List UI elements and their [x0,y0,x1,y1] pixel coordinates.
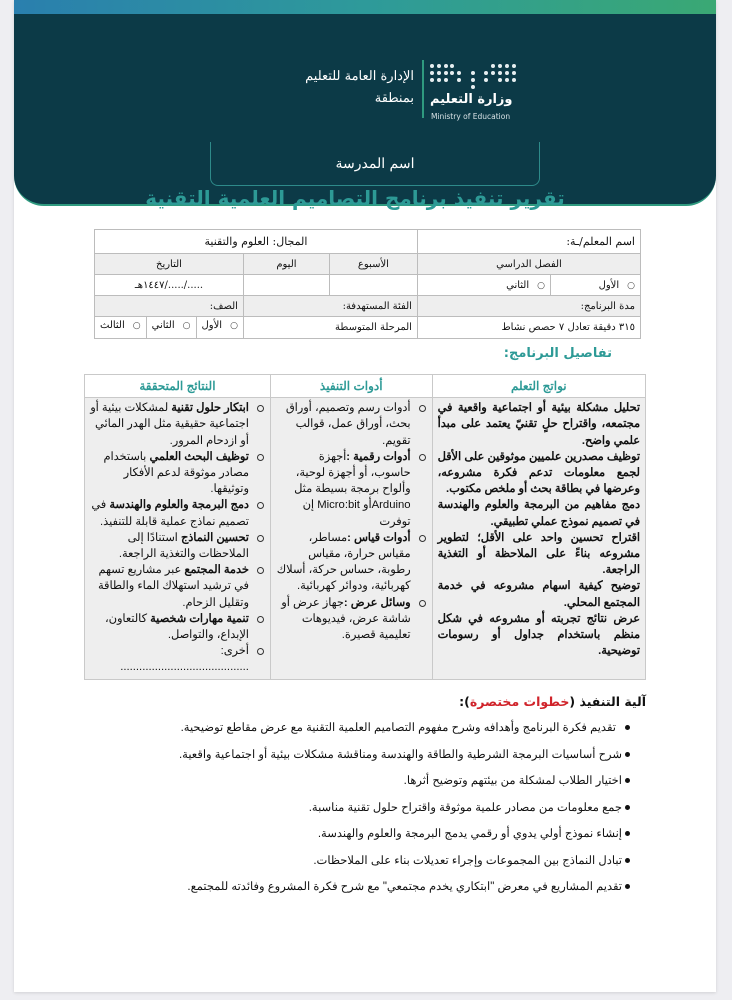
radio-icon[interactable]: ○ [182,321,191,331]
radio-icon[interactable]: ○ [537,280,545,291]
week-header: الأسبوع [329,254,417,275]
step-item [160,720,630,747]
semester-option-first[interactable] [551,275,641,296]
tools-list [276,400,427,643]
ministry-name-en: Ministry of Education [431,112,511,121]
logo-dots-icon [430,64,520,94]
target-value: المرحلة المتوسطة [243,317,417,339]
result-text: في تصميم نماذج عملية قابلة للتنفيذ. [91,499,249,528]
teacher-label: اسم المعلم/ـة: [566,235,635,248]
tool-text: أجهزة حاسوب، أو أجهزة لوحية، وألواح برمجة بسيطة مثل Arduinoأو Micro:bit إن توفرت [294,450,411,528]
logo-dot [484,71,488,75]
admin-line-1: الإدارة العامة للتعليم [305,69,414,84]
target-header: الفئة المستهدفة: [243,296,417,317]
logo-dot [437,78,441,82]
ministry-logo [414,50,524,130]
logo-dot [512,78,516,82]
result-lead: تحسين النماذج [180,531,249,544]
date-field[interactable]: ...../...../١٤٤٧هـ [95,275,244,296]
details-section-title: تفاصيل البرنامج: [503,346,612,361]
radio-icon[interactable]: ○ [627,280,635,291]
result-item-other[interactable] [90,643,265,675]
date-header: التاريخ [95,254,244,275]
step-text: إنشاء نموذج أولي يدوي أو رقمي يدمج البرمجة والعلوم والهندسة. [317,828,622,840]
radio-icon[interactable]: ○ [230,321,238,331]
result-item[interactable] [90,400,265,449]
outcome-item: تحليل مشكلة بيئية أو اجتماعية واقعية في مجتمعه، واقتراح حلٍ تقنيّ يعتمد على مبدأ علمي واضح. [437,402,640,447]
outcome-item: توضيح كيفية اسهام مشروعه في خدمة المجتمع المحلي. [437,580,640,609]
step-text: تقديم فكرة البرنامج وأهدافه وشرح مفهوم التصاميم العلمية التقنية مع عرض مقاطع توضيحية. [180,722,616,734]
result-item[interactable] [90,497,265,529]
step-item [160,826,630,853]
logo-dot [484,78,488,82]
step-item [160,773,630,800]
domain-cell [95,230,418,254]
logo-dot [512,71,516,75]
tool-item [276,400,427,449]
outcome-item: اقتراح تحسين واحد على الأقل؛ لتطوير مشروعه بناءً على الملاحظة أو التغذية الراجعة. [437,531,640,577]
bullet-icon [625,831,630,836]
result-lead: خدمة المجتمع [184,564,249,577]
result-lead: تنمية مهارات شخصية [150,612,249,625]
tool-lead: وسائل عرض : [343,596,411,609]
day-header: اليوم [243,254,329,275]
grade-option-label: الثاني [151,320,175,331]
logo-dot [471,78,475,82]
outcomes-cell [432,398,645,679]
step-item [160,800,630,827]
grade-option-label: الأول [201,320,223,331]
bullet-icon [625,725,630,730]
bullet-icon [625,752,630,757]
tools-header: أدوات التنفيذ [270,375,432,398]
ministry-name-ar: وزارة التعليم [430,92,513,107]
page-header [14,14,716,206]
tool-item [276,449,427,530]
tool-item [276,595,427,644]
program-details-table [84,374,646,680]
bullet-icon [625,858,630,863]
teacher-name-field[interactable] [417,230,640,254]
logo-dot [498,64,502,68]
logo-dot [444,78,448,82]
logo-dot [450,71,454,75]
logo-dot [457,78,461,82]
semester-option-label: الأول [598,279,620,291]
top-gradient-strip [14,0,716,14]
results-list [90,400,265,675]
duration-value: ٣١٥ دقيقة تعادل ٧ حصص نشاط [417,317,640,339]
logo-dot [437,64,441,68]
results-header: النتائج المتحققة [85,375,271,398]
logo-dot [505,64,509,68]
step-text: تقديم المشاريع في معرض "ابتكاري يخدم مجتمعي" مع شرح فكرة المشروع وفائدته للمجتمع. [187,881,622,893]
outcomes-list [438,400,640,659]
logo-dot [505,78,509,82]
tool-text: أدوات رسم وتصميم، أوراق بحث، أوراق عمل، قوالب تقويم. [285,402,411,447]
logo-dot [430,64,434,68]
day-field[interactable] [243,275,329,296]
result-item[interactable] [90,611,265,643]
tool-text: جهاز عرض أو شاشة عرض، فيديوهات تعليمية قصيرة. [281,596,411,642]
result-lead: دمج البرمجة والعلوم والهندسة [109,499,249,512]
school-name-box[interactable]: اسم المدرسة [210,142,540,186]
result-item[interactable] [90,449,265,498]
duration-header: مدة البرنامج: [417,296,640,317]
steps-title-suffix: ): [459,694,470,709]
step-text: اختيار الطلاب لمشكلة من بيئتهم وتوضيح أثرها. [403,775,622,787]
logo-dot [498,78,502,82]
logo-dot [491,71,495,75]
outcome-item: دمج مفاهيم من البرمجة والعلوم والهندسة في تصميم نموذج عملي تطبيقي. [437,499,640,528]
result-lead: توظيف البحث العلمي [149,450,249,463]
result-text: استنادًا إلى الملاحظات والتغذية الراجعة. [118,531,249,561]
step-item [160,853,630,880]
semester-header: الفصل الدراسي [417,254,640,275]
semester-option-label: الثاني [506,279,530,291]
logo-dot [471,71,475,75]
tool-text: مساطر، مقياس حرارة، مقياس رطوبة، حساس حركة، أسلاك كهربائية، ودوائر كهربائية. [276,531,411,593]
bullet-icon [625,805,630,810]
result-item[interactable] [90,562,265,611]
logo-dot [505,71,509,75]
logo-dot [457,71,461,75]
grade-options [95,317,244,339]
step-text: تبادل النماذج بين المجموعات وإجراء تعديلات بناء على الملاحظات. [313,854,622,867]
result-text: كالتعاون، الإبداع، والتواصل. [105,612,249,642]
result-text: لمشكلات بيئية أو اجتماعية حقيقية مثل الهدر المائي أو ازدحام المرور. [90,402,249,447]
tool-lead: أدوات رقمية : [346,450,411,463]
logo-dot [437,71,441,75]
tools-cell [270,398,432,679]
result-item[interactable] [90,530,265,562]
results-cell [85,398,271,679]
logo-dot [512,64,516,68]
result-text: باستخدام مصادر موثوقة لدعم الأفكار وتوثيقها. [103,450,249,496]
tool-item [276,530,427,595]
report-title: تقرير تنفيذ برنامج التصاميم العلمية التقنية [145,186,565,210]
bullet-icon [625,778,630,783]
grade-header: الصف: [95,296,244,317]
steps-title-highlight: خطوات مختصرة [469,694,570,709]
logo-dot [430,78,434,82]
logo-dot [450,64,454,68]
step-text: شرح أساسيات البرمجة الشرطية والطاقة والهندسة ومناقشة مشكلات بيئية أو اجتماعية واقعية. [178,748,622,761]
logo-dot [430,71,434,75]
result-text: أخرى: ......................................... [120,645,249,674]
domain-label: المجال: العلوم والتقنية [204,235,308,248]
radio-icon[interactable]: ○ [132,321,141,331]
grade-option-third[interactable] [95,317,146,338]
admin-title [264,66,414,110]
outcome-item: عرض نتائج تجربته أو مشروعه في شكل منظم باستخدام جداول أو رسومات توضيحية. [437,612,640,658]
logo-dot [444,64,448,68]
logo-dot [471,85,475,89]
step-item [160,747,630,774]
result-lead: ابتكار حلول تقنية [171,402,249,415]
logo-dot [491,64,495,68]
info-table [94,229,641,339]
result-text: عبر مشاريع تسهم في ترشيد استهلاك الماء والطاقة وتقليل الزحام. [98,564,249,609]
steps-title-prefix: آلية التنفيذ ( [569,694,646,709]
logo-divider [422,60,424,118]
outcome-item: توظيف مصدرين علميين موثوقين على الأقل لجمع معلومات تدعم فكرة مشروعه، وعرضها في بطاقة بحث أو ملخص مكتوب. [437,450,640,496]
step-text: جمع معلومات من مصادر علمية موثوقة واقتراح حلول تقنية مناسبة. [308,801,622,814]
logo-dot [498,71,502,75]
grade-option-first[interactable] [196,317,243,338]
semester-option-second[interactable] [417,275,550,296]
step-item [160,879,630,906]
steps-title [380,694,646,709]
outcomes-header: نواتج التعلم [432,375,645,398]
grade-option-label: الثالث [100,320,125,331]
logo-dot [444,71,448,75]
admin-line-2: بمنطقة [374,91,414,106]
week-field[interactable] [329,275,417,296]
steps-list [160,720,630,906]
tool-lead: أدوات قياس : [347,531,411,544]
grade-option-second[interactable] [146,317,196,338]
bullet-icon [625,884,630,889]
